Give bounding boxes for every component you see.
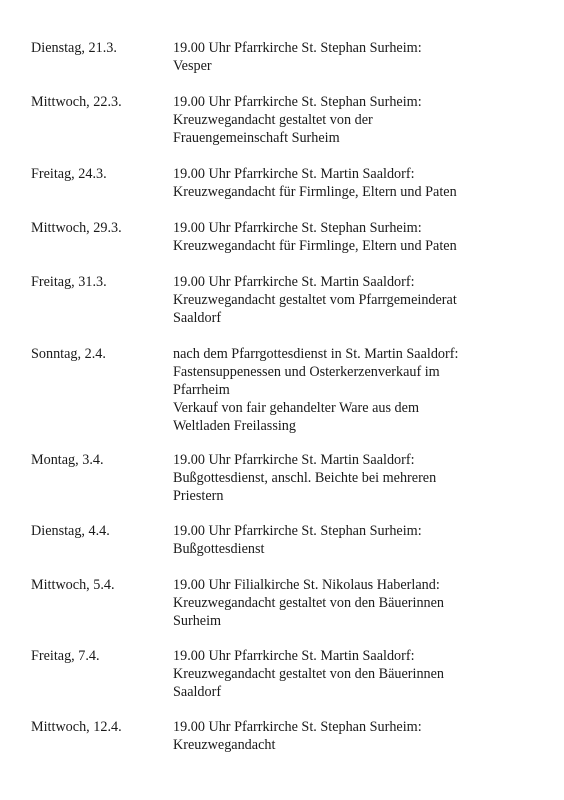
entry-date: Freitag, 24.3. <box>31 166 107 182</box>
entry-line: Kreuzwegandacht für Firmlinge, Eltern und Paten <box>173 184 457 200</box>
entry-line: Saaldorf <box>173 684 222 700</box>
entry-date: Freitag, 31.3. <box>31 274 107 290</box>
entry-line: Saaldorf <box>173 310 222 326</box>
entry-line: 19.00 Uhr Pfarrkirche St. Martin Saaldorf: <box>173 166 415 182</box>
entry-line: Weltladen Freilassing <box>173 418 296 434</box>
entry-description <box>173 345 543 435</box>
entry-line: 19.00 Uhr Pfarrkirche St. Stephan Surheim: <box>173 94 422 110</box>
entry-line: 19.00 Uhr Filialkirche St. Nikolaus Haberland: <box>173 577 440 593</box>
entry-line: Kreuzwegandacht gestaltet von den Bäuerinnen <box>173 666 445 682</box>
entry-date: Dienstag, 21.3. <box>31 40 117 56</box>
entry-description <box>173 165 543 201</box>
entry-description <box>173 93 543 147</box>
entry-line: Kreuzwegandacht für Firmlinge, Eltern und Paten <box>173 238 457 254</box>
entry-line: Priestern <box>173 488 224 504</box>
entry-line: Fastensuppenessen und Osterkerzenverkauf im <box>173 364 440 380</box>
entry-line: Bußgottesdienst <box>173 541 265 557</box>
entry-line: 19.00 Uhr Pfarrkirche St. Martin Saaldorf: <box>173 452 415 468</box>
entry-line: 19.00 Uhr Pfarrkirche St. Stephan Surheim: <box>173 220 422 236</box>
entry-date: Mittwoch, 5.4. <box>31 577 115 593</box>
entry-line: Bußgottesdienst, anschl. Beichte bei mehreren <box>173 470 437 486</box>
entry-line: 19.00 Uhr Pfarrkirche St. Stephan Surheim: <box>173 523 422 539</box>
entry-description <box>173 273 543 327</box>
entry-line: Surheim <box>173 613 222 629</box>
entry-description <box>173 576 543 630</box>
entry-description <box>173 647 543 701</box>
entry-description <box>173 522 543 558</box>
entry-date: Mittwoch, 22.3. <box>31 94 122 110</box>
entry-date: Freitag, 7.4. <box>31 648 100 664</box>
entry-line: Kreuzwegandacht gestaltet von der <box>173 112 373 128</box>
entry-line: nach dem Pfarrgottesdienst in St. Martin Saaldorf: <box>173 346 459 362</box>
entry-line: Pfarrheim <box>173 382 230 398</box>
entry-description <box>173 39 543 75</box>
entry-line: Kreuzwegandacht gestaltet von den Bäuerinnen <box>173 595 445 611</box>
entry-date: Montag, 3.4. <box>31 452 104 468</box>
entry-line: 19.00 Uhr Pfarrkirche St. Stephan Surheim: <box>173 40 422 56</box>
entry-date: Dienstag, 4.4. <box>31 523 110 539</box>
entry-line: Frauengemeinschaft Surheim <box>173 130 340 146</box>
entry-date: Sonntag, 2.4. <box>31 346 106 362</box>
entry-date: Mittwoch, 29.3. <box>31 220 122 236</box>
entry-line: 19.00 Uhr Pfarrkirche St. Martin Saaldorf: <box>173 274 415 290</box>
entry-line: 19.00 Uhr Pfarrkirche St. Martin Saaldorf: <box>173 648 415 664</box>
entry-line: Verkauf von fair gehandelter Ware aus dem <box>173 400 419 416</box>
entry-line: Vesper <box>173 58 212 74</box>
entry-line: 19.00 Uhr Pfarrkirche St. Stephan Surheim: <box>173 719 422 735</box>
entry-description <box>173 718 543 754</box>
entry-line: Kreuzwegandacht <box>173 737 276 753</box>
entry-description <box>173 219 543 255</box>
entry-date: Mittwoch, 12.4. <box>31 719 122 735</box>
entry-line: Kreuzwegandacht gestaltet vom Pfarrgemeinderat <box>173 292 457 308</box>
entry-description <box>173 451 543 505</box>
